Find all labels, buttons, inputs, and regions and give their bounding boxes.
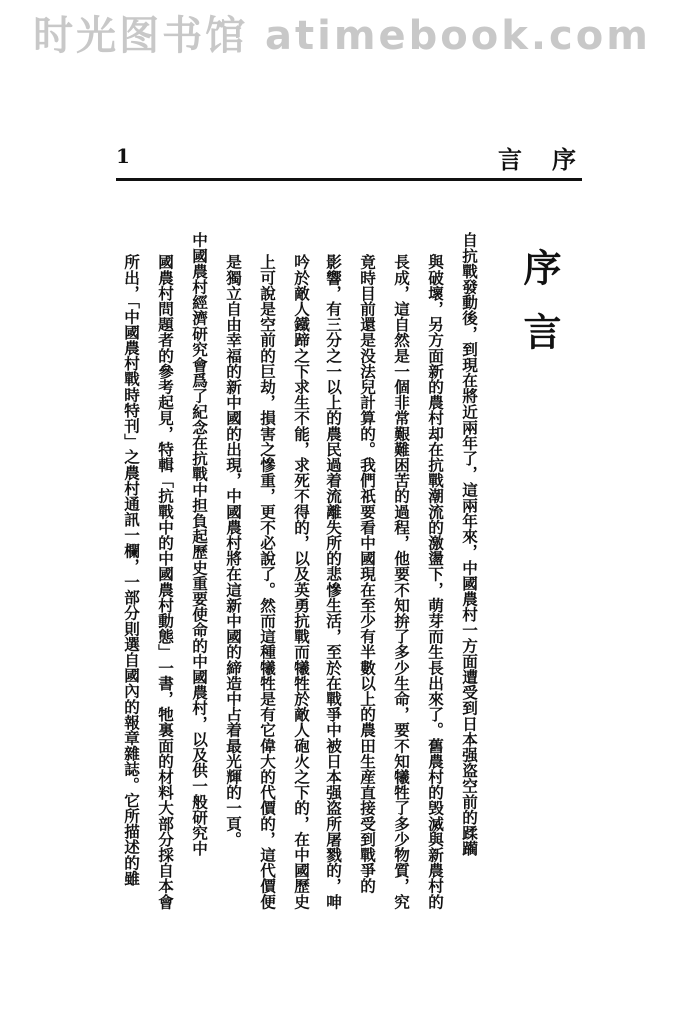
text-column-3: 長成，這自然是一個非常艱難困苦的過程，他要不知拚了多少生命，要不知犧牲了多少物質，究 xyxy=(392,254,411,910)
text-column-10: 國農村問題者的參考起見，特輯「抗戰中的中國農村動態」一書，牠裏面的材料大部分採自本會 xyxy=(156,254,175,910)
text-column-6: 吟於敵人鐵蹄之下求生不能，求死不得的，以及英勇抗戰而犧牲於敵人砲火之下的，在中國歷史 xyxy=(292,254,311,910)
text-column-1: 自抗戰發動後，到現在將近兩年了，這兩年來，中國農村一方面遭受到日本强盗空前的蹂躏 xyxy=(460,232,479,856)
running-head-char-1: 言 xyxy=(498,145,522,174)
text-column-11: 所出，「中國農村戰時特刊」之農村通訊一欄，一部分則選自國內的報章雜誌。它所描述的雖 xyxy=(122,254,141,886)
text-column-9: 中國農村經濟研究會爲了紀念在抗戰中担負起歷史重要使命的中國農村，以及供一般研究中 xyxy=(190,232,209,856)
chapter-title: 序言 xyxy=(517,248,562,376)
text-column-5: 影響，有三分之一以上的農民過着流離失所的悲慘生活，至於在戰爭中被日本强盗所屠戮的，呻 xyxy=(324,254,343,910)
text-column-8: 是獨立自由幸福的新中國的出現，中國農村將在這新中國的締造中占着最光輝的一頁。 xyxy=(224,254,243,847)
watermark: 时光图书馆 atimebook.com xyxy=(33,13,651,59)
text-column-7: 上可說是空前的巨劫，損害之慘重，更不必說了。然而這種犧牲是有它偉大的代價的，這代價便 xyxy=(258,254,277,910)
header-rule xyxy=(116,178,582,181)
text-column-2: 與破壞，另方面新的農村却在抗戰潮流的激盪下，萌芽而生長出來了。舊農村的毁滅與新農村的 xyxy=(426,254,445,910)
running-head-char-2: 序 xyxy=(552,145,576,174)
page-number: 1 xyxy=(116,144,130,168)
text-column-4: 竟時目前還是没法兒計算的。我們祇要看中國現在至少有半數以上的農田生産直接受到戰爭的 xyxy=(358,254,377,894)
